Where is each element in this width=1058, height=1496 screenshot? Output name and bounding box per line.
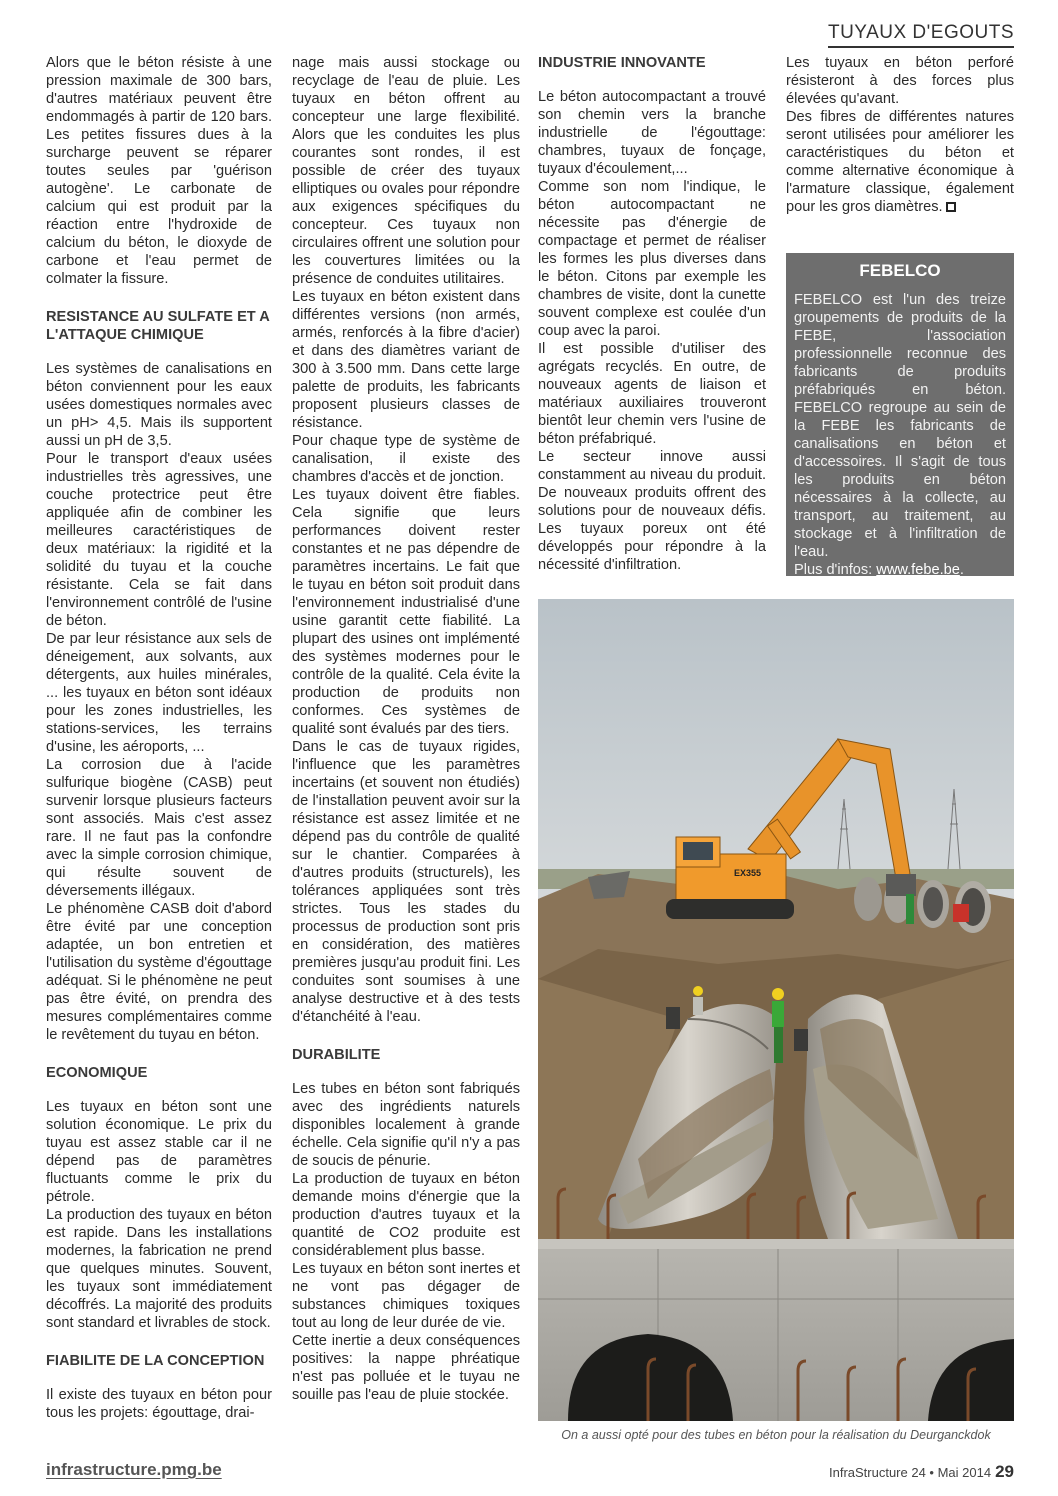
paragraph: Pour le transport d'eaux usées industrielles très agressives, une couche protectrice peut être appliquée afin de combiner les meilleures caractéristiques de deux matériaux: la rigidité et la solidité du tuyau et la couche résistante. Cela se fait dans l'environnement contrôlé de l'usine de béton. bbox=[46, 451, 272, 629]
column-3 bbox=[538, 54, 766, 574]
paragraph: Le phénomène CASB doit d'abord être évité par une conception adaptée, un bon entretien et l'utilisation du système d'égouttage adéquat. Si le phénomène ne peut pas être évité, on prendra des mesures complémentaires comme le revêtement du tuyau en béton. bbox=[46, 901, 272, 1043]
page-number: 29 bbox=[995, 1462, 1014, 1481]
heading-economique: ECONOMIQUE bbox=[46, 1065, 148, 1081]
paragraph: Il existe des tuyaux en béton pour tous les projets: égouttage, drai- bbox=[46, 1387, 272, 1421]
paragraph: nage mais aussi stockage ou recyclage de l'eau de pluie. Les tuyaux en béton offrent au concepteur une large flexibilité. Alors que les conduites les plus courantes sont rondes, il est possible de créer des tuyaux elliptiques ou ovales pour répondre aux exigences spécifiques du concepteur. Ces tuyaux non circulaires offrent une solution pour les couvertures limitées ou la présence de conduites utilitaires. bbox=[292, 55, 520, 287]
paragraph: Pour chaque type de système de canalisation, il existe des chambres d'accès et de jonction. bbox=[292, 433, 520, 485]
paragraph: La corrosion due à l'acide sulfurique biogène (CASB) peut survenir lorsque plusieurs facteurs sont associés. Mais c'est assez rare. Il ne faut pas la confondre avec la simple corrosion chimique, qui résulte souvent de déversements illégaux. bbox=[46, 757, 272, 899]
paragraph: Cette inertie a deux conséquences positives: la nappe phréatique n'est pas polluée et le tuyau ne souille pas l'eau de pluie stockée. bbox=[292, 1333, 520, 1403]
paragraph: Comme son nom l'indique, le béton autocompactant ne nécessite pas d'énergie de compactage et permet de réaliser les formes les plus diverses dans le béton. Citons par exemple les chambres de visite, dont la cunette souvent complexe est coulée d'un coup avec la paroi. bbox=[538, 179, 766, 339]
febelco-text: FEBELCO est l'un des treize groupements de produits de la FEBE, l'association professionnelle reconnue des fabricants de produits préfabriqués en béton. FEBELCO regroupe au sein de la FEBE les fabricants de canalisations en béton et d'accessoires. Il s'agit de tous les produits en béton nécessaires à la collecte, au transport, au traitement, au stockage et à l'infiltration de l'eau. bbox=[794, 292, 1006, 560]
febelco-title: FEBELCO bbox=[859, 261, 941, 280]
column-1 bbox=[46, 54, 272, 1422]
section-tag: TUYAUX D'EGOUTS bbox=[828, 22, 1014, 48]
paragraph: Le secteur innove aussi constamment au niveau du produit. De nouveaux produits offrent des solutions pour de nouveaux défis. Les tuyaux poreux ont été développés pour répondre à la nécessité d'infiltration. bbox=[538, 449, 766, 573]
paragraph: Les systèmes de canalisations en béton conviennent pour les eaux usées domestiques normales avec un pH> 4,5. Mais ils supportent aussi un pH de 3,5. bbox=[46, 361, 272, 449]
issue-label: InfraStructure 24 • Mai 2014 bbox=[828, 1465, 992, 1480]
footer-issue bbox=[829, 1462, 1014, 1482]
paragraph: Les tuyaux en béton sont inertes et ne vont pas dégager de substances chimiques toxiques tout au long de leur durée de vie. bbox=[292, 1261, 520, 1331]
end-of-article-icon bbox=[946, 202, 956, 212]
trench-pipes-illustration bbox=[538, 599, 1014, 1421]
febelco-box bbox=[786, 253, 1014, 576]
heading-fiabilite: FIABILITE DE LA CONCEPTION bbox=[46, 1353, 265, 1369]
heading-industrie: INDUSTRIE INNOVANTE bbox=[538, 55, 706, 71]
paragraph: Les tuyaux doivent être fiables. Cela signifie que leurs performances doivent rester constantes et ne pas dépendre de paramètres incertains. Le fait que le tuyau en béton soit produit dans l'environnement industrialisé d'une usine garantit cette fiabilité. La plupart des usines ont implémenté des systèmes modernes pour le contrôle de la qualité. Cela évite la production de produits non conformes. Ces systèmes de qualité sont évalués par des tiers. bbox=[292, 487, 520, 737]
construction-photo bbox=[538, 599, 1014, 1421]
paragraph: Les tuyaux en béton perforé résisteront à des forces plus élevées qu'avant. bbox=[786, 55, 1014, 107]
excavator-label: EX355 bbox=[734, 868, 762, 878]
paragraph: De par leur résistance aux sels de déneigement, aux solvants, aux détergents, aux huiles minérales, ... les tuyaux en béton sont idéaux pour les zones industrielles, les stations-services, les terrains d'usine, les aéroports, ... bbox=[46, 631, 272, 755]
more-info-suffix: . bbox=[959, 562, 964, 578]
paragraph: La production des tuyaux en béton est rapide. Dans les installations modernes, la fabrication ne prend que quelques minutes. Souvent, les tuyaux sont immédiatement décoffrés. La majorité des produits sont standard et livrables de stock. bbox=[46, 1207, 272, 1331]
paragraph bbox=[786, 108, 1014, 216]
column-2 bbox=[292, 54, 520, 1404]
paragraph: Les tuyaux en béton sont une solution économique. Le prix du tuyau est assez stable car il ne dépend pas de paramètres fluctuants comme le prix du pétrole. bbox=[46, 1099, 272, 1205]
paragraph: Alors que le béton résiste à une pression maximale de 300 bars, d'autres matériaux peuvent être endommagés à partir de 120 bars. Les petites fissures dues à la surcharge peuvent se réparer toutes seules par 'guérison autogène'. Le carbonate de calcium qui est produit par la réaction entre l'hydroxide de calcium du béton, le dioxyde de carbone et l'eau permet de colmater la fissure. bbox=[46, 55, 272, 287]
febe-link[interactable]: www.febe.be bbox=[876, 562, 960, 578]
heading-sulfate: RESISTANCE AU SULFATE ET A L'ATTAQUE CHIMIQUE bbox=[46, 309, 270, 343]
photo-caption: On a aussi opté pour des tubes en béton pour la réalisation du Deurganckdok bbox=[561, 1428, 991, 1442]
febelco-more bbox=[794, 561, 1006, 579]
paragraph: Dans le cas de tuyaux rigides, l'influence que les paramètres incertains (et souvent non étudiés) de l'installation peuvent avoir sur la résistance est assez limitée et ne dépend pas du contrôle de qualité sur le chantier. Comparées à d'autres produits (structurels), les tolérances appliquées sont très strictes. Tous les stades du processus de production sont pris en considération, des matières premières jusqu'au produit fini. Les conduites sont soumises à une analyse destructive et à des tests d'étanchéité à l'eau. bbox=[292, 739, 520, 1025]
more-info-label: Plus d'infos: bbox=[794, 562, 877, 578]
column-4 bbox=[786, 54, 1014, 216]
footer-site[interactable]: infrastructure.pmg.be bbox=[46, 1460, 222, 1479]
paragraph: Le béton autocompactant a trouvé son chemin vers la branche industrielle de l'égouttage: chambres, tuyaux de fonçage, tuyaux d'écoulement,... bbox=[538, 89, 766, 177]
paragraph-text: Des fibres de différentes natures seront utilisées pour améliorer les caractéristiques du béton et comme alternative économique à l'armature classique, également pour les gros diamètres. bbox=[786, 109, 1014, 215]
paragraph: La production de tuyaux en béton demande moins d'énergie que la production d'autres tuyaux et la quantité de CO2 produite est considérablement plus basse. bbox=[292, 1171, 520, 1259]
paragraph: Il est possible d'utiliser des agrégats recyclés. En outre, de nouveaux agents de liaison et matériaux auxiliaires trouveront bientôt leur chemin vers l'usine de béton préfabriqué. bbox=[538, 341, 766, 447]
paragraph: Les tubes en béton sont fabriqués avec des ingrédients naturels disponibles localement à grande échelle. Cela signifie qu'il n'y a pas de soucis de pénurie. bbox=[292, 1081, 520, 1169]
paragraph: Les tuyaux en béton existent dans différentes versions (non armés, armés, renforcés à la fibre d'acier) et dans des diamètres variant de 300 à 3.500 mm. Dans cette large palette de produits, les fabricants proposent plusieurs classes de résistance. bbox=[292, 289, 520, 431]
heading-durabilite: DURABILITE bbox=[292, 1047, 381, 1063]
